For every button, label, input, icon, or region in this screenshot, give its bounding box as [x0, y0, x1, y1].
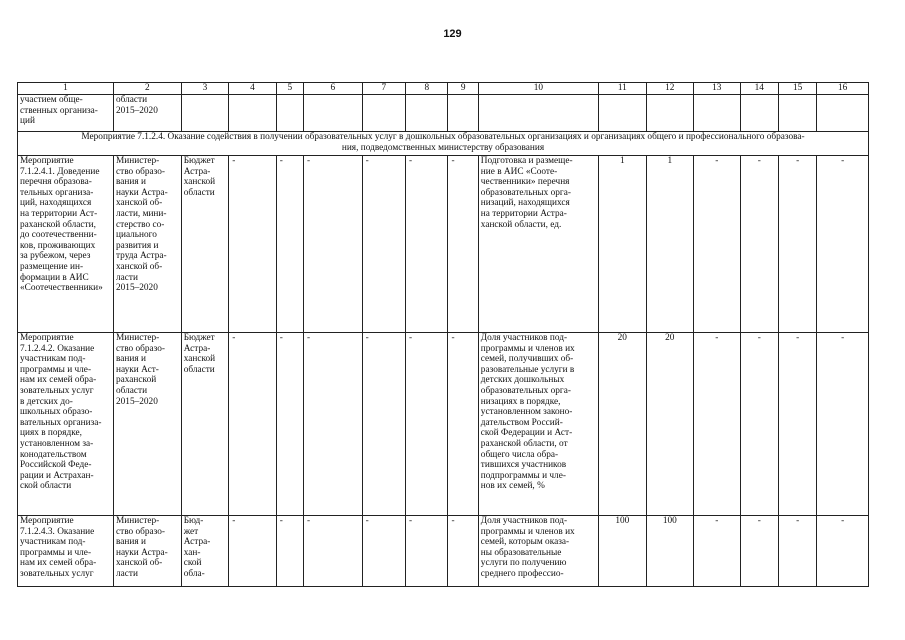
measure-name-cell	[18, 95, 114, 132]
empty-cell	[478, 95, 598, 132]
cell-text-line: раханской области, от	[480, 438, 568, 449]
cell-text-line: циях в порядке,	[20, 428, 82, 439]
program-table	[17, 82, 869, 587]
cell-text-line: в детских до-	[20, 396, 73, 407]
measure-name-cell	[18, 516, 114, 587]
executor-cell	[114, 95, 182, 132]
cell-text-line: раханской области,	[20, 219, 96, 230]
indicator-value-cell: 20	[646, 333, 694, 516]
cell-text-line: области	[183, 364, 215, 375]
cell-text-line: ственных организа-	[20, 105, 98, 116]
column-number: 13	[694, 83, 740, 95]
cell-text-line: ской	[183, 558, 202, 569]
cell-text-line: зовательных услуг	[20, 568, 94, 579]
cell-text-line: конодательством	[20, 449, 87, 460]
continued-row	[18, 95, 869, 132]
cell-text-line: ство образо-	[116, 526, 166, 537]
cell-text-line: участникам под-	[20, 537, 86, 548]
financing-value-cell: -	[406, 156, 448, 333]
cell-text-line: вания и	[116, 354, 146, 365]
section-heading-line: ния, подведомственных министерству образования	[341, 142, 545, 153]
executor-cell	[114, 516, 182, 587]
cell-text-line: участием обще-	[20, 95, 83, 105]
column-number: 3	[181, 83, 229, 95]
cell-text-line: программы и чле-	[20, 547, 92, 558]
indicator-value-cell: 1	[599, 156, 647, 333]
cell-text-line: жет	[183, 526, 199, 537]
cell-text-line: на территории Аст-	[20, 208, 98, 219]
measure-name-cell	[18, 156, 114, 333]
indicator-value-cell: -	[817, 516, 869, 587]
empty-cell	[646, 95, 694, 132]
cell-text-line: Доля участников под-	[480, 333, 568, 343]
cell-text-line: области	[116, 385, 148, 396]
cell-text-line: ков, проживающих	[20, 240, 96, 251]
cell-text-line: общего числа обра-	[480, 449, 559, 460]
cell-text-line: ской области	[20, 481, 72, 492]
financing-value-cell: -	[448, 516, 478, 587]
indicator-value-cell: -	[694, 333, 740, 516]
indicator-cell	[478, 333, 598, 516]
cell-text-line: 2015–2020	[116, 396, 158, 407]
cell-text-line: ханской области, ед.	[480, 219, 562, 230]
cell-text-line: нам их семей обра-	[20, 558, 97, 569]
cell-text-line: среднего профессио-	[480, 568, 564, 579]
cell-text-line: формации в АИС	[20, 272, 89, 283]
section-heading	[18, 132, 869, 156]
cell-text-line: Мероприятие	[20, 516, 74, 526]
empty-cell	[406, 95, 448, 132]
column-number: 11	[599, 83, 647, 95]
measure-row	[18, 333, 869, 516]
indicator-value-cell: -	[740, 156, 778, 333]
indicator-cell	[478, 516, 598, 587]
column-number: 9	[448, 83, 478, 95]
cell-text-line: ство образо-	[116, 166, 166, 177]
cell-text-line: вания и	[116, 177, 146, 188]
financing-value-cell: -	[362, 516, 405, 587]
indicator-value-cell: -	[817, 333, 869, 516]
cell-text-line: ханской	[183, 354, 216, 365]
financing-value-cell: -	[362, 156, 405, 333]
cell-text-line: циального	[116, 230, 157, 241]
cell-text-line: школьных образо-	[20, 407, 93, 418]
cell-text-line: области	[183, 187, 215, 198]
empty-cell	[276, 95, 303, 132]
indicator-value-cell: -	[778, 156, 816, 333]
cell-text-line: труда Астра-	[116, 251, 167, 262]
indicator-value-cell: 100	[646, 516, 694, 587]
cell-text-line: ласти	[116, 568, 138, 579]
cell-text-line: зовательных услуг	[20, 385, 94, 396]
column-number: 10	[478, 83, 598, 95]
measure-name-cell	[18, 333, 114, 516]
cell-text-line: подпрограммы и чле-	[480, 470, 566, 481]
cell-text-line: Подготовка и размеще-	[480, 156, 573, 166]
cell-text-line: Мероприятие	[20, 156, 74, 166]
cell-text-line: рации и Астрахан-	[20, 470, 94, 481]
cell-text-line: ханской об-	[116, 198, 163, 209]
cell-text-line: вательных организа-	[20, 417, 102, 428]
indicator-value-cell: -	[778, 516, 816, 587]
funding-source-cell	[181, 333, 229, 516]
column-number: 14	[740, 83, 778, 95]
cell-text-line: Бюд-	[183, 516, 204, 526]
empty-cell	[740, 95, 778, 132]
empty-cell	[778, 95, 816, 132]
column-number: 7	[362, 83, 405, 95]
cell-text-line: услуги по получению	[480, 558, 567, 569]
empty-cell	[694, 95, 740, 132]
cell-text-line: ций	[20, 116, 35, 127]
cell-text-line: до соотечественни-	[20, 230, 97, 241]
indicator-value-cell: -	[740, 333, 778, 516]
cell-text-line: стерство со-	[116, 219, 165, 230]
cell-text-line: ние в АИС «Сооте-	[480, 166, 558, 177]
page-number: 129	[443, 28, 462, 40]
cell-text-line: науки Астра-	[116, 547, 168, 558]
cell-text-line: «Соотечественники»	[20, 283, 103, 294]
financing-value-cell: -	[406, 516, 448, 587]
cell-text-line: Астра-	[183, 166, 211, 177]
cell-text-line: участникам под-	[20, 354, 86, 365]
cell-text-line: Доля участников под-	[480, 516, 568, 526]
section-heading-row	[18, 132, 869, 156]
cell-text-line: Российской Феде-	[20, 460, 92, 471]
financing-value-cell: -	[303, 516, 362, 587]
indicator-value-cell: 100	[599, 516, 647, 587]
financing-value-cell: -	[448, 156, 478, 333]
column-number: 15	[778, 83, 816, 95]
empty-cell	[229, 95, 277, 132]
cell-text-line: ханской об-	[116, 558, 163, 569]
cell-text-line: низаций, находящихся	[480, 198, 570, 209]
column-number: 8	[406, 83, 448, 95]
cell-text-line: хан-	[183, 547, 201, 558]
cell-text-line: разовательные услуги в	[480, 364, 575, 375]
financing-value-cell: -	[303, 333, 362, 516]
cell-text-line: образовательных орга-	[480, 385, 571, 396]
section-heading-line: Мероприятие 7.1.2.4. Оказание содействия в получении образовательных услуг в дошкольных образовательных организациях и организациях общего и профессионального образова-	[81, 132, 805, 142]
empty-cell	[817, 95, 869, 132]
financing-value-cell: -	[362, 333, 405, 516]
cell-text-line: вания и	[116, 537, 146, 548]
cell-text-line: ханской	[183, 177, 216, 188]
cell-text-line: Министер-	[116, 516, 160, 526]
cell-text-line: семей, получивших об-	[480, 354, 574, 365]
measure-rows	[18, 156, 869, 587]
executor-cell	[114, 156, 182, 333]
cell-text-line: 2015–2020	[116, 283, 158, 294]
financing-value-cell: -	[229, 333, 277, 516]
empty-cell	[181, 95, 229, 132]
empty-cell	[362, 95, 405, 132]
cell-text-line: 7.1.2.4.1. Доведение	[20, 166, 100, 177]
cell-text-line: ласти, мини-	[116, 208, 167, 219]
cell-text-line: Мероприятие	[20, 333, 74, 343]
indicator-value-cell: 20	[599, 333, 647, 516]
financing-value-cell: -	[276, 516, 303, 587]
financing-value-cell: -	[229, 156, 277, 333]
cell-text-line: нов их семей, %	[480, 481, 545, 492]
measure-row	[18, 516, 869, 587]
cell-text-line: 2015–2020	[116, 105, 158, 116]
cell-text-line: нам их семей обра-	[20, 375, 97, 386]
financing-value-cell: -	[406, 333, 448, 516]
cell-text-line: программы и членов их	[480, 343, 575, 354]
cell-text-line: ций, находящихся	[20, 198, 92, 209]
cell-text-line: обла-	[183, 568, 205, 579]
indicator-value-cell: -	[694, 516, 740, 587]
cell-text-line: за рубежом, через	[20, 251, 91, 262]
cell-text-line: ство образо-	[116, 343, 166, 354]
cell-text-line: семей, которым оказа-	[480, 537, 570, 548]
column-number: 6	[303, 83, 362, 95]
cell-text-line: 7.1.2.4.2. Оказание	[20, 343, 95, 354]
financing-value-cell: -	[229, 516, 277, 587]
executor-cell	[114, 333, 182, 516]
column-number: 2	[114, 83, 182, 95]
cell-text-line: области	[116, 95, 148, 105]
indicator-value-cell: -	[778, 333, 816, 516]
cell-text-line: ской Федерации и Аст-	[480, 428, 573, 439]
cell-text-line: Астра-	[183, 537, 211, 548]
cell-text-line: установленном законо-	[480, 407, 573, 418]
cell-text-line: развития и	[116, 240, 159, 251]
cell-text-line: Астра-	[183, 343, 211, 354]
indicator-value-cell: -	[740, 516, 778, 587]
cell-text-line: перечня образова-	[20, 177, 92, 188]
cell-text-line: науки Аст-	[116, 364, 159, 375]
empty-cell	[448, 95, 478, 132]
indicator-value-cell: -	[694, 156, 740, 333]
cell-text-line: раханской	[116, 375, 157, 386]
cell-text-line: низациях в порядке,	[480, 396, 561, 407]
cell-text-line: программы и членов их	[480, 526, 575, 537]
indicator-value-cell: -	[817, 156, 869, 333]
column-number: 4	[229, 83, 277, 95]
funding-source-cell	[181, 516, 229, 587]
cell-text-line: детских дошкольных	[480, 375, 565, 386]
financing-value-cell: -	[276, 156, 303, 333]
column-number: 5	[276, 83, 303, 95]
cell-text-line: установленном за-	[20, 438, 94, 449]
cell-text-line: Бюджет	[183, 333, 215, 343]
cell-text-line: тившихся участников	[480, 460, 567, 471]
cell-text-line: Бюджет	[183, 156, 215, 166]
financing-value-cell: -	[448, 333, 478, 516]
column-number: 12	[646, 83, 694, 95]
empty-cell	[599, 95, 647, 132]
empty-cell	[303, 95, 362, 132]
financing-value-cell: -	[303, 156, 362, 333]
cell-text-line: образовательных орга-	[480, 187, 571, 198]
cell-text-line: Министер-	[116, 156, 160, 166]
cell-text-line: дательством Россий-	[480, 417, 563, 428]
cell-text-line: науки Астра-	[116, 187, 168, 198]
cell-text-line: на территории Астра-	[480, 208, 567, 219]
cell-text-line: чественники» перечня	[480, 177, 570, 188]
cell-text-line: 7.1.2.4.3. Оказание	[20, 526, 95, 537]
cell-text-line: программы и чле-	[20, 364, 92, 375]
measure-row	[18, 156, 869, 333]
column-number-row	[18, 83, 869, 95]
financing-value-cell: -	[276, 333, 303, 516]
funding-source-cell	[181, 156, 229, 333]
column-number: 16	[817, 83, 869, 95]
cell-text-line: ханской об-	[116, 261, 163, 272]
column-number: 1	[18, 83, 114, 95]
cell-text-line: Министер-	[116, 333, 160, 343]
cell-text-line: ласти	[116, 272, 138, 283]
cell-text-line: ны образовательные	[480, 547, 562, 558]
cell-text-line: размещение ин-	[20, 261, 84, 272]
indicator-value-cell: 1	[646, 156, 694, 333]
indicator-cell	[478, 156, 598, 333]
cell-text-line: тельных организа-	[20, 187, 94, 198]
